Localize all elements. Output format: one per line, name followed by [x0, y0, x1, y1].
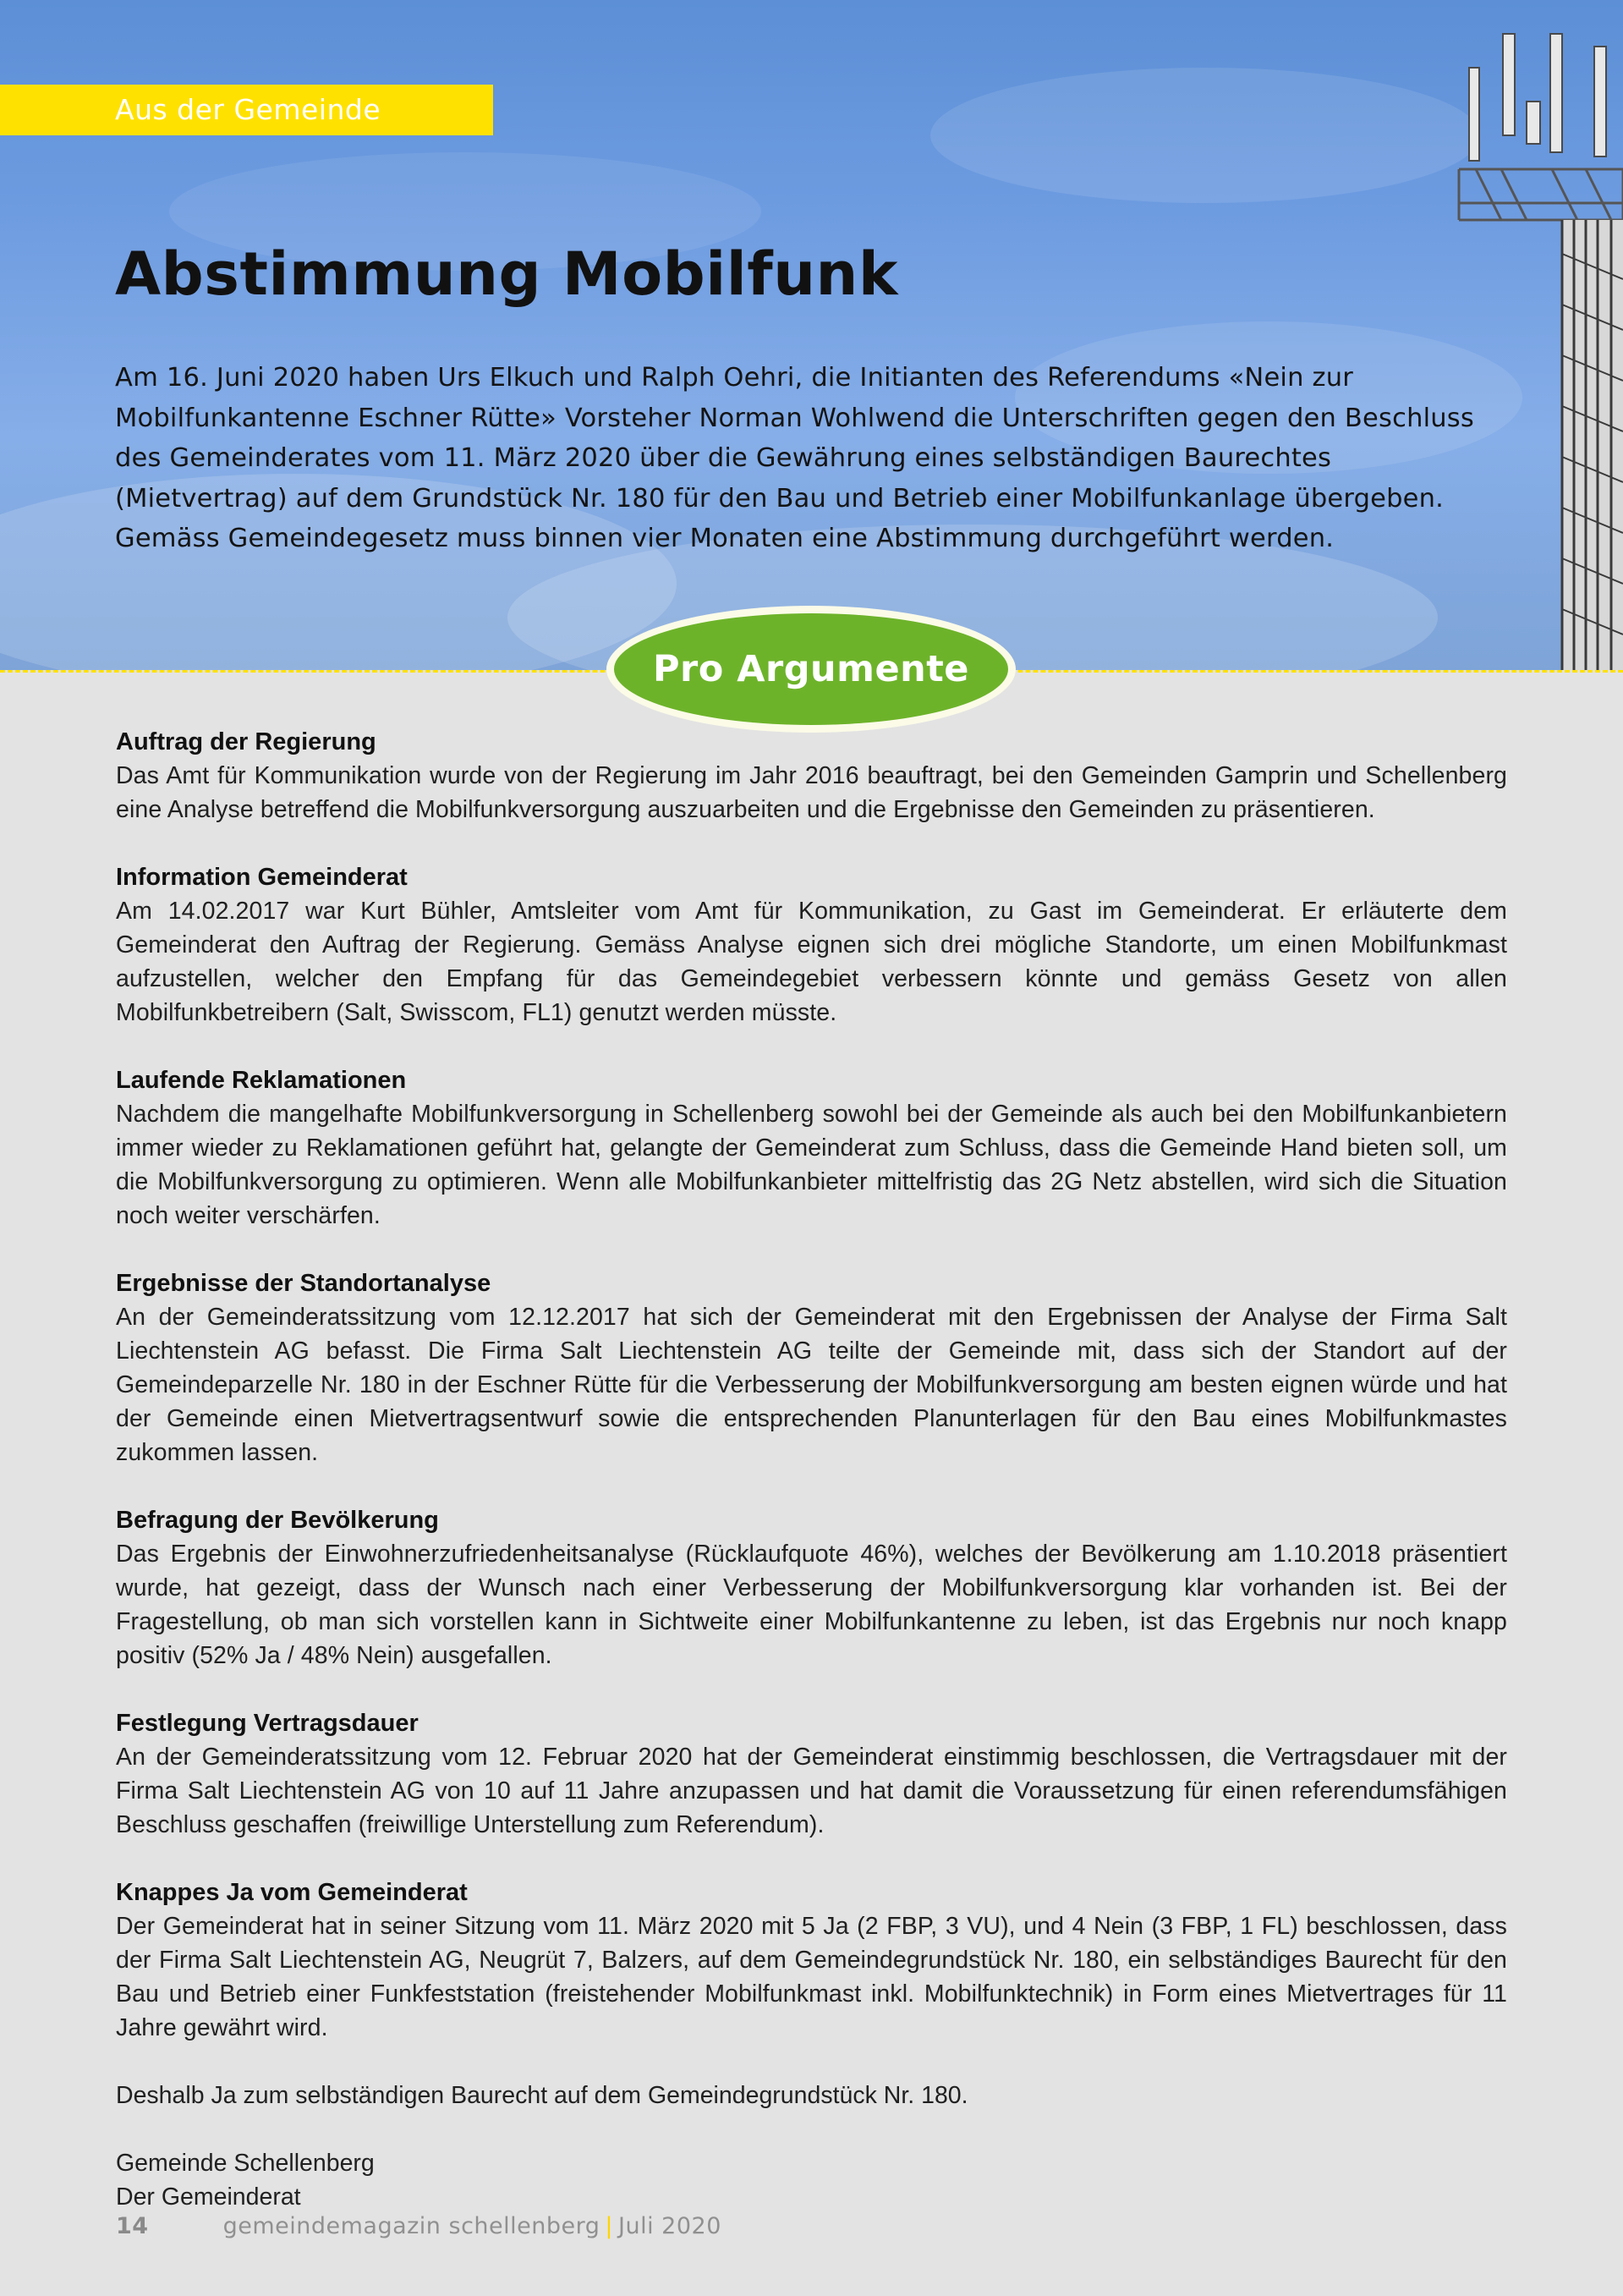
article-body [116, 725, 1507, 2214]
section-heading: Befragung der Bevölkerung [116, 1507, 439, 1534]
section-tag [0, 85, 493, 135]
pro-arguments-label: Pro Argumente [653, 648, 969, 690]
pro-arguments-badge [606, 606, 1016, 733]
section-heading: Laufende Reklamationen [116, 1067, 407, 1094]
section-text: An der Gemeinderatssitzung vom 12. Februar 2020 hat der Gemeinderat einstimmig beschlossen, die Vertragsdauer mit der Firma Salt Liechtenstein AG von 10 auf 11 Jahre anzupassen und hat damit die Voraussetzung für einen referendumsfähigen Beschluss geschaffen (freiwillige Unterstellung zum Referendum). [116, 1744, 1507, 1838]
section-text: Das Amt für Kommunikation wurde von der Regierung im Jahr 2016 beauftragt, bei den Gemeinden Gamprin und Schellenberg eine Analyse betreffend die Mobilfunkversorgung auszuarbeiten und die Ergebnisse den Gemeinden zu präsentieren. [116, 762, 1507, 823]
section-heading: Auftrag der Regierung [116, 728, 376, 755]
section-text: Der Gemeinderat hat in seiner Sitzung vom 11. März 2020 mit 5 Ja (2 FBP, 3 VU), und 4 Nein (3 FBP, 1 FL) beschlossen, dass der Firma Salt Liechtenstein AG, Neugrüt 7, Balzers, auf dem Gemeindegrundstück Nr. 180, ein selbständiges Baurecht für den Bau und Betrieb einer Funkfeststation (freistehender Mobilfunkmast inkl. Mobilfunktechnik) in Form eines Mietvertrages für 11 Jahre gewährt wird. [116, 1913, 1507, 2041]
section-text: An der Gemeinderatssitzung vom 12.12.2017 hat sich der Gemeinderat mit den Ergebnissen der Analyse der Firma Salt Liechtenstein AG befasst. Die Firma Salt Liechtenstein AG teilte der Gemeinde mit, dass sich der Standort auf der Gemeindeparzelle Nr. 180 in der Eschner Rütte für die Verbesserung der Mobilfunkversorgung am besten eignen würde und hat der Gemeinde einen Mietvertragsentwurf sowie die entsprechenden Planunterlagen für den Bau eines Mobilfunkmastes zukommen lassen. [116, 1304, 1507, 1466]
page-number: 14 [116, 2213, 149, 2239]
section-heading: Festlegung Vertragsdauer [116, 1710, 419, 1737]
section-tag-label: Aus der Gemeinde [115, 93, 381, 126]
article-section [116, 725, 1507, 827]
section-text: Am 14.02.2017 war Kurt Bühler, Amtsleiter vom Amt für Kommunikation, zu Gast im Gemeinderat. Er erläuterte dem Gemeinderat den Auftrag der Regierung. Gemäss Analyse eignen sich drei mögliche Standorte, um einen Mobilfunkmast aufzustellen, welcher den Empfang für das Gemeindegebiet verbessern könnte und gemäss Gesetz von allen Mobilfunkbetreibern (Salt, Swisscom, FL1) genutzt werden müsste. [116, 898, 1507, 1026]
article-section [116, 1266, 1507, 1469]
page-title: Abstimmung Mobilfunk [115, 239, 898, 309]
section-heading: Ergebnisse der Standortanalyse [116, 1270, 491, 1297]
signature-line-1: Gemeinde Schellenberg [116, 2150, 375, 2177]
closing-statement: Deshalb Ja zum selbständigen Baurecht auf dem Gemeindegrundstück Nr. 180. [116, 2082, 968, 2109]
section-text: Nachdem die mangelhafte Mobilfunkversorgung in Schellenberg sowohl bei der Gemeinde als auch bei den Mobilfunkanbietern immer wieder zu Reklamationen geführt hat, gelangte der Gemeinderat zum Schluss, dass die Gemeinde Hand bieten soll, um die Mobilfunkversorgung zu optimieren. Wenn alle Mobilfunkanbieter mittelfristig das 2G Netz abstellen, wird sich die Situation noch weiter verschärfen. [116, 1101, 1507, 1229]
hero-photo [0, 0, 1623, 670]
publication-name: gemeindemagazin schellenberg [222, 2213, 600, 2239]
intro-paragraph: Am 16. Juni 2020 haben Urs Elkuch und Ralph Oehri, die Initianten des Referendums «Nein zur Mobilfunkantenne Eschner Rütte» Vorsteher Norman Wohlwend die Unterschriften gegen den Beschluss des Gemeinderates vom 11. März 2020 über die Gewährung eines selbständigen Baurechtes (Mietvertrag) auf dem Grundstück Nr. 180 für den Bau und Betrieb einer Mobilfunkanlage übergeben. Gemäss Gemeindegesetz muss binnen vier Monaten eine Abstimmung durchgeführt werden. [115, 363, 1474, 553]
page-footer [116, 2213, 721, 2239]
article-section [116, 860, 1507, 1030]
article-section [116, 1063, 1507, 1233]
article-section [116, 1503, 1507, 1673]
footer-separator: | [605, 2213, 613, 2239]
section-heading: Knappes Ja vom Gemeinderat [116, 1879, 468, 1906]
issue-date: Juli 2020 [618, 2213, 721, 2239]
section-text: Das Ergebnis der Einwohnerzufriedenheitsanalyse (Rücklaufquote 46%), welches der Bevölkerung am 1.10.2018 präsentiert wurde, hat gezeigt, dass der Wunsch nach einer Verbesserung der Mobilfunkversorgung klar vorhanden ist. Bei der Fragestellung, ob man sich vorstellen kann in Sichtweite einer Mobilfunkantenne zu leben, ist das Ergebnis nur noch knapp positiv (52% Ja / 48% Nein) ausgefallen. [116, 1541, 1507, 1669]
signature-line-2: Der Gemeinderat [116, 2183, 301, 2211]
article-section [116, 1876, 1507, 2045]
antenna-tower-icon [1450, 0, 1623, 670]
section-heading: Information Gemeinderat [116, 864, 408, 891]
signature-block [116, 2146, 1507, 2214]
article-section [116, 1706, 1507, 1842]
